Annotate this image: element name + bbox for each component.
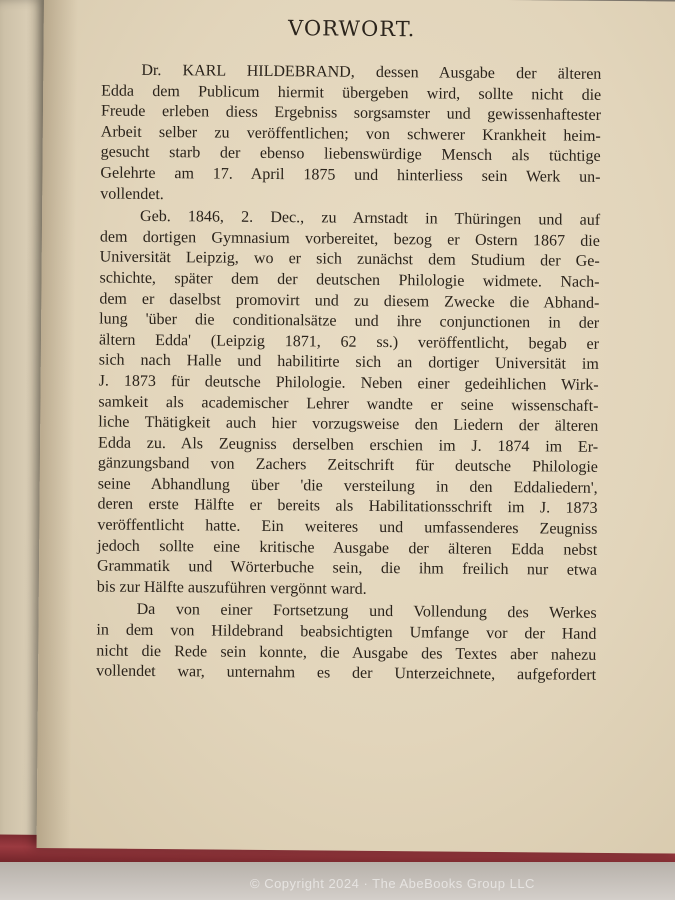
text-line: vollendet. xyxy=(100,185,164,203)
text-line: lung 'über die conditionalsätze und ihre conjunctionen in der xyxy=(99,310,600,332)
text-line: gänzungsband von Zachers Zeitschrift für deutsche Philologie xyxy=(97,454,598,477)
text-line: veröffentlicht hatte. Ein weiteres und umfassenderes Zeugniss xyxy=(97,516,598,538)
text-line: Grammatik und Wörterbuche sein, die ihm freilich nur etwa xyxy=(96,557,598,580)
text-line: samkeit als academischer Lehrer wandte er seine wissenschaft- xyxy=(98,392,599,415)
text-line: bis zur Hälfte auszuführen vergönnt ward. xyxy=(96,578,367,598)
text-line: gesucht starb der ebenso liebenswürdige Mensch als tüchtige xyxy=(100,143,601,166)
text-line: seine Abhandlung über 'die versteilung in den Eddaliedern', xyxy=(97,475,598,497)
text-line: liche Thätigkeit auch hier vorzugsweise den Liedern der älteren xyxy=(98,413,599,435)
text-line: Arbeit selber zu veröffentlichen; von schwerer Krankheit heim- xyxy=(100,123,601,145)
text-line: J. 1873 für deutsche Philologie. Neben einer gedeihlichen Wirk- xyxy=(98,372,599,394)
text-line: ältern Edda' (Leipzig 1871, 62 ss.) veröffentlicht, begab er xyxy=(98,331,600,353)
text-line: sich nach Halle und habilitirte sich an dortiger Universität im xyxy=(98,351,599,374)
text-line: jedoch sollte eine kritische Ausgabe der älteren Edda nebst xyxy=(97,537,598,559)
text-line: deren erste Hälfte er bereits als Habilitationsschrift im J. 1873 xyxy=(97,495,598,518)
copyright-watermark: © Copyright 2024 · The AbeBooks Group LLC xyxy=(250,876,535,891)
text-line: Da von einer Fortsetzung und Vollendung des Werkes xyxy=(136,601,597,623)
paragraph-3 xyxy=(96,600,597,687)
page-body xyxy=(96,61,601,689)
text-line: Edda zu. Als Zeugniss derselben erschien im J. 1874 im Er- xyxy=(98,434,599,456)
gutter-shadow xyxy=(37,0,78,848)
paragraph-2 xyxy=(97,207,600,603)
text-line: nicht die Rede sein konnte, die Ausgabe des Textes aber nahezu xyxy=(96,642,597,664)
text-line: Geb. 1846, 2. Dec., zu Arnstadt in Thüringen und auf xyxy=(140,208,601,230)
text-line: in dem von Hildebrand beabsichtigten Umfange vor der Hand xyxy=(96,621,597,643)
text-line: vollendet war, unternahm es der Unterzeichnete, aufgefordert xyxy=(96,662,597,685)
text-line: Edda dem Publicum hiermit übergeben wird, sollte nicht die xyxy=(101,82,602,104)
text-line: Dr. KARL HILDEBRAND, dessen Ausgabe der älteren xyxy=(141,61,602,83)
text-line: dem er daselbst promovirt und zu diesem Zwecke die Abhand- xyxy=(99,290,600,312)
text-line: schichte, später dem der deutschen Philologie widmete. Nach- xyxy=(99,269,600,291)
paragraph-1 xyxy=(100,61,601,210)
text-line: dem dortigen Gymnasium vorbereitet, bezog er Ostern 1867 die xyxy=(99,228,600,250)
text-line: Universität Leipzig, wo er sich zunächst dem Studium der Ge- xyxy=(99,248,600,271)
text-line: Gelehrte am 17. April 1875 und hinterliess sein Werk un- xyxy=(100,164,601,186)
page-title: VORWORT. xyxy=(288,16,416,42)
text-line: Freude erleben diess Ergebniss sorgsamster und gewissenhaftester xyxy=(100,102,602,125)
book-page xyxy=(37,0,675,854)
